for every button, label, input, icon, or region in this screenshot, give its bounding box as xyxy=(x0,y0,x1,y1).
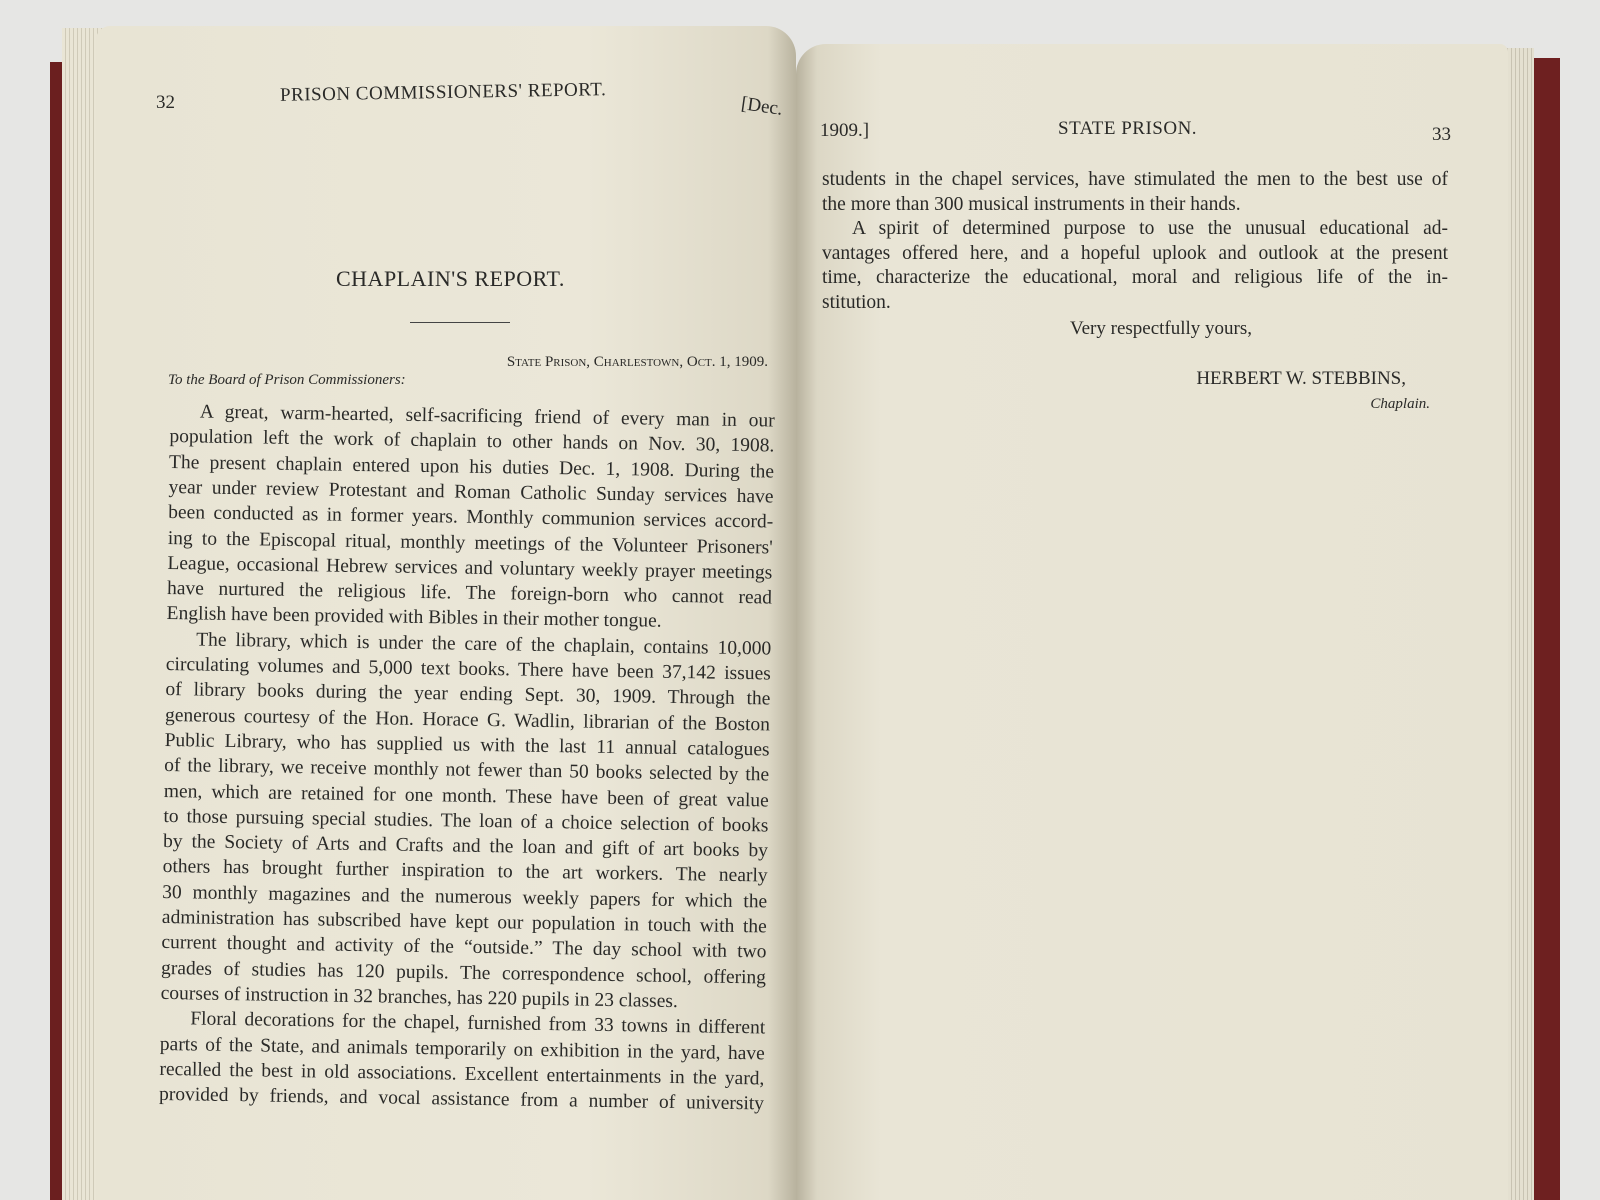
text-line: A spirit of determined purpose to use the unusual educational ad- xyxy=(852,218,1448,240)
text-line: recalled the best in old associations. Excellent entertainments in the yard, xyxy=(159,1058,765,1090)
right-page xyxy=(796,44,1508,1200)
title-rule xyxy=(410,322,510,323)
text-line: men, which are retained for one month. These have been of great value xyxy=(163,780,769,811)
text-line: population left the work of chaplain to other hands on Nov. 30, 1908. xyxy=(169,426,775,457)
right-body-text xyxy=(822,168,1448,328)
text-line: by the Society of Arts and Crafts and the loan and gift of art books by xyxy=(162,831,769,862)
text-line: vantages offered here, and a hopeful uplook and outlook at the present xyxy=(822,242,1448,264)
text-line: English have been provided with Bibles in their mother tongue. xyxy=(166,603,662,633)
text-line: of the library, we receive monthly not fewer than 50 books selected by the xyxy=(164,755,770,786)
report-title: CHAPLAIN'S REPORT. xyxy=(336,266,565,291)
running-head: STATE PRISON. xyxy=(1058,118,1198,139)
page-number: 33 xyxy=(1432,124,1451,145)
text-line: stitution. xyxy=(822,292,891,313)
running-date: 1909.] xyxy=(820,120,870,141)
text-line: The library, which is under the care of the chaplain, contains 10,000 xyxy=(196,629,772,660)
left-page xyxy=(96,26,796,1200)
text-line: grades of studies has 120 pupils. The correspondence school, offering xyxy=(160,957,767,989)
salutation: To the Board of Prison Commissioners: xyxy=(168,372,406,388)
text-line: ing to the Episcopal ritual, monthly meetings of the Volunteer Prisoners' xyxy=(167,527,773,558)
text-line: been conducted as in former years. Monthly communion services accord- xyxy=(168,502,774,533)
text-line: The present chaplain entered upon his duties Dec. 1, 1908. During the xyxy=(168,451,775,483)
running-date: [Dec. xyxy=(739,93,784,120)
text-line: provided by friends, and vocal assistance from a number of university xyxy=(158,1084,765,1115)
closing: Very respectfully yours, xyxy=(1070,318,1253,339)
text-line: students in the chapel services, have stimulated the men to the best use of xyxy=(822,169,1448,190)
text-line: to those pursuing special studies. The loan of a choice selection of books xyxy=(163,805,769,837)
text-line: courses of instruction in 32 branches, has 220 pupils in 23 classes. xyxy=(160,982,678,1012)
signature-title: Chaplain. xyxy=(1370,396,1430,412)
running-head: PRISON COMMISSIONERS' REPORT. xyxy=(279,79,607,106)
text-line: the more than 300 musical instruments in their hands. xyxy=(822,193,1241,215)
left-body-text xyxy=(159,400,775,1129)
text-line: of library books during the year ending Sept. 30, 1909. Through the xyxy=(165,679,771,710)
text-line: Public Library, who has supplied us with the last 11 annual catalogues xyxy=(164,729,770,761)
dateline: State Prison, Charlestown, Oct. 1, 1909. xyxy=(506,354,768,370)
text-line: parts of the State, and animals temporarily on exhibition in the yard, have xyxy=(159,1033,765,1064)
text-line: Floral decorations for the chapel, furnished from 33 towns in different xyxy=(190,1008,766,1039)
text-line: administration has subscribed have kept our population in touch with the xyxy=(161,906,767,938)
book-cover-right xyxy=(1530,58,1560,1200)
text-line: generous courtesy of the Hon. Horace G. Wadlin, librarian of the Boston xyxy=(164,704,771,736)
text-line: year under review Protestant and Roman Catholic Sunday services have xyxy=(168,476,774,508)
page-number: 32 xyxy=(156,92,175,113)
signature: HERBERT W. STEBBINS, xyxy=(1196,368,1406,389)
text-line: current thought and activity of the “outside.” The day school with two xyxy=(161,932,767,963)
text-line: time, characterize the educational, moral and religious life of the in- xyxy=(822,267,1448,289)
text-line: League, occasional Hebrew services and voluntary weekly prayer meetings xyxy=(167,552,773,584)
text-line: have nurtured the religious life. The foreign-born who cannot read xyxy=(166,578,773,609)
text-line: 30 monthly magazines and the numerous weekly papers for which the xyxy=(162,881,768,913)
text-line: circulating volumes and 5,000 text books. There have been 37,142 issues xyxy=(165,653,771,685)
text-line: A great, warm-hearted, self-sacrificing friend of every man in our xyxy=(199,401,775,432)
text-line: others has brought further inspiration to the art workers. The nearly xyxy=(162,856,768,887)
